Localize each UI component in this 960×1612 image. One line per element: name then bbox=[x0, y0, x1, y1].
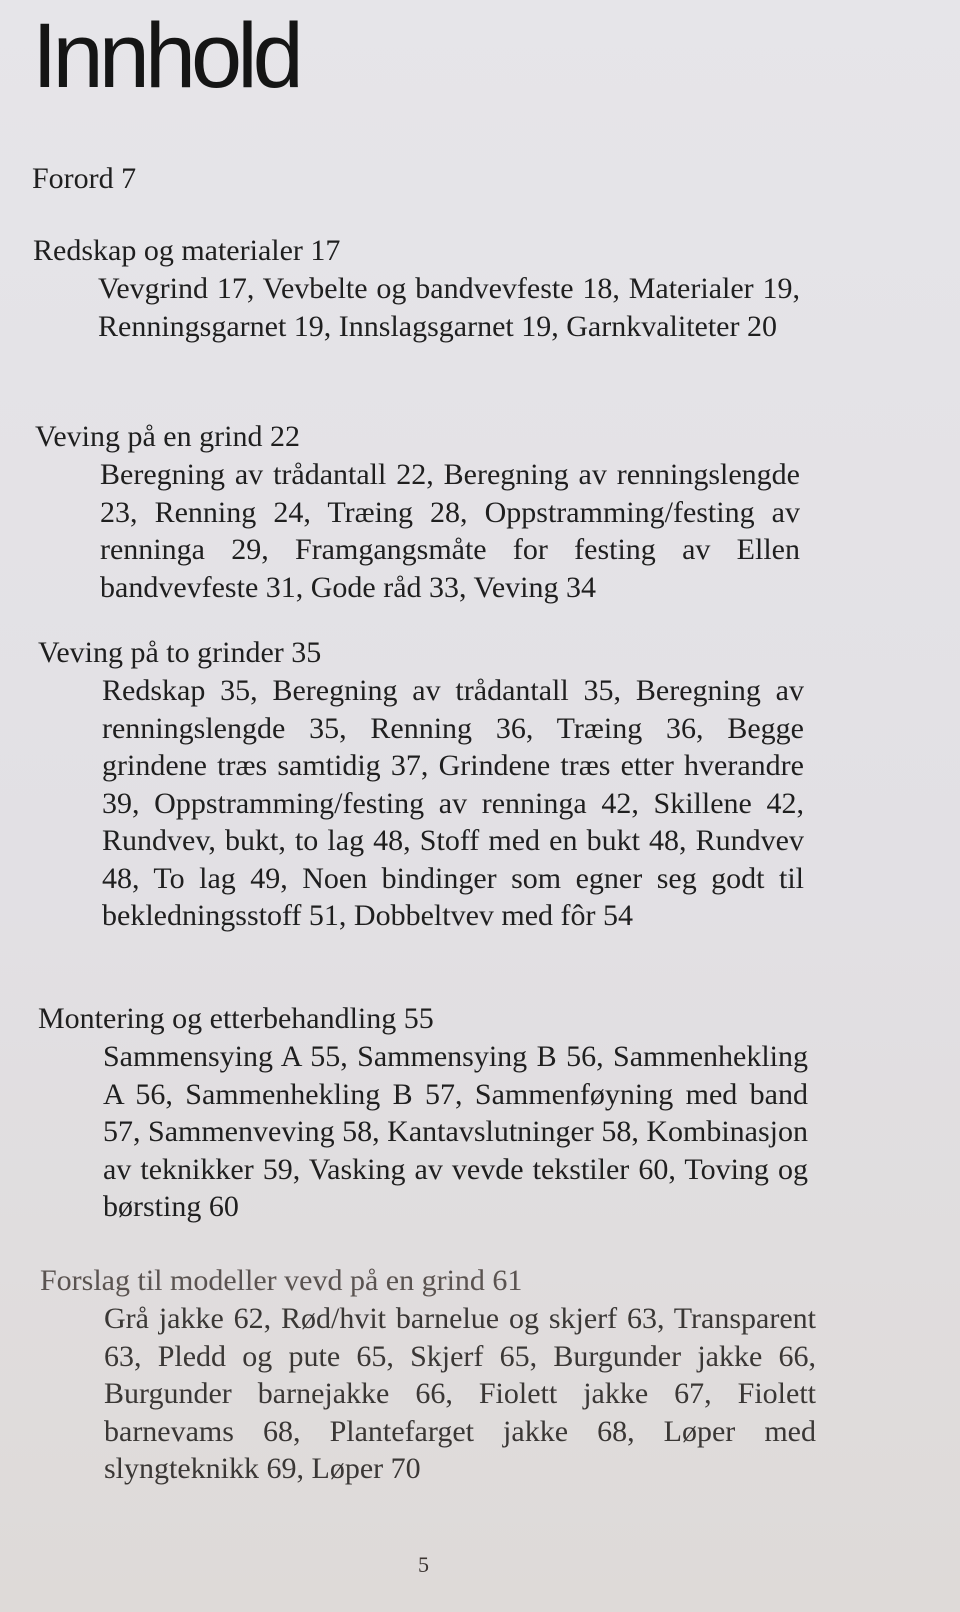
toc-entries: Beregning av trådantall 22, Beregning av renningslengde 23, Renning 24, Træing 28, Oppstramming/festing av renninga 29, Framgangsmåte for festing av Ellen bandvevfeste 31, Gode råd 33, Veving 34 bbox=[100, 458, 800, 604]
toc-section-veving-to-grinder bbox=[0, 634, 960, 935]
page-title: Innhold bbox=[32, 5, 299, 107]
toc-section-forord bbox=[0, 160, 960, 198]
toc-section-redskap bbox=[0, 232, 960, 345]
toc-entries: Sammensying A 55, Sammensying B 56, Sammenhekling A 56, Sammenhekling B 57, Sammenføyning med band 57, Sammenveving 58, Kantavslutninger 58, Kombinasjon av teknikker 59, Vasking av vevde tekstiler 60, Toving og børsting 60 bbox=[103, 1040, 808, 1223]
toc-entries: Vevgrind 17, Vevbelte og bandvevfeste 18, Materialer 19, Renningsgarnet 19, Innslagsgarnet 19, Garnkvaliteter 20 bbox=[98, 272, 800, 343]
toc-heading: Veving på to grinder 35 bbox=[38, 636, 322, 669]
toc-section-montering bbox=[0, 1000, 960, 1226]
page-number: 5 bbox=[418, 1552, 429, 1577]
toc-heading: Veving på en grind 22 bbox=[35, 420, 300, 453]
toc-section-forslag bbox=[0, 1262, 960, 1488]
toc-heading: Forslag til modeller vevd på en grind 61 bbox=[40, 1264, 523, 1297]
toc-heading: Forord 7 bbox=[32, 162, 137, 195]
toc-section-veving-en-grind bbox=[0, 418, 960, 606]
toc-entries: Redskap 35, Beregning av trådantall 35, Beregning av renningslengde 35, Renning 36, Træing 36, Begge grindene træs samtidig 37, Grindene træs etter hverandre 39, Oppstramming/festing av renninga 42, Skillene 42, Rundvev, bukt, to lag 48, Stoff med en bukt 48, Rundvev 48, To lag 49, Noen bindinger som egner seg godt til bekledningsstoff 51, Dobbeltvev med fôr 54 bbox=[102, 674, 804, 932]
toc-heading: Redskap og materialer 17 bbox=[33, 234, 341, 267]
toc-heading: Montering og etterbehandling 55 bbox=[38, 1002, 434, 1035]
toc-entries: Grå jakke 62, Rød/hvit barnelue og skjerf 63, Transparent 63, Pledd og pute 65, Skjerf 65, Burgunder jakke 66, Burgunder barnejakke 66, Fiolett jakke 67, Fiolett barnevams 68, Plantefarget jakke 68, Løper med slyngteknikk 69, Løper 70 bbox=[104, 1302, 816, 1485]
